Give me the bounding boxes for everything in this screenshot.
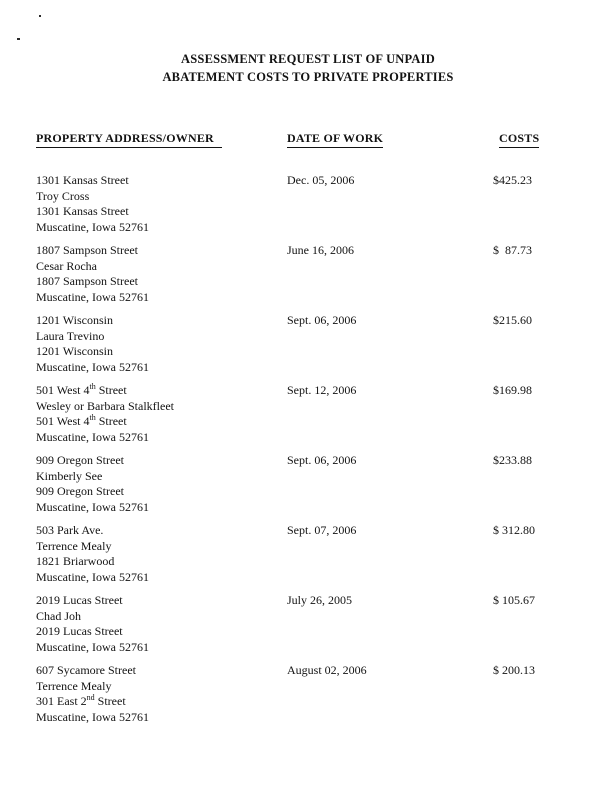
property-address-owner [36,523,287,586]
table-row [36,523,582,586]
table-row [36,383,582,446]
address-line: Kimberly See [36,468,103,483]
date-of-work: Sept. 06, 2006 [287,313,357,327]
column-header-date-cell [287,129,490,148]
document-title [0,51,616,86]
table-body [36,173,582,726]
cost-amount: $ 87.73 [493,243,532,257]
assessment-table [36,129,582,733]
address-line: Muscatine, Iowa 52761 [36,570,149,585]
scan-artifact-dot [39,15,41,17]
date-of-work: Sept. 12, 2006 [287,383,357,397]
address-line: Muscatine, Iowa 52761 [36,430,149,445]
cost-amount: $ 200.13 [493,663,535,677]
date-of-work: June 16, 2006 [287,243,354,257]
column-header-date: DATE OF WORK [287,129,383,148]
address-line: 607 Sycamore Street [36,663,136,677]
table-header-row [36,129,582,148]
address-line: Muscatine, Iowa 52761 [36,220,149,235]
address-line: 1201 Wisconsin [36,344,113,359]
address-line: Muscatine, Iowa 52761 [36,710,149,725]
date-of-work: August 02, 2006 [287,663,367,677]
column-header-property-cell [36,129,287,148]
property-address-owner [36,663,287,726]
property-address-owner [36,383,287,446]
property-address-owner [36,243,287,306]
address-line: Terrence Mealy [36,538,112,553]
address-line: 2019 Lucas Street [36,593,123,607]
address-line: 2019 Lucas Street [36,624,123,639]
address-line: 301 East 2nd Street [36,693,126,709]
date-of-work: Dec. 05, 2006 [287,173,355,187]
address-line: 501 West 4th Street [36,382,127,397]
address-line: Muscatine, Iowa 52761 [36,500,149,515]
cost-amount: $169.98 [493,383,532,397]
address-line: 1821 Briarwood [36,554,115,569]
address-line: 1201 Wisconsin [36,313,113,327]
table-row [36,313,582,376]
address-line: Muscatine, Iowa 52761 [36,640,149,655]
table-row [36,593,582,656]
cost-amount: $ 105.67 [493,593,535,607]
address-line: 909 Oregon Street [36,484,124,499]
address-line: Wesley or Barbara Stalkfleet [36,398,174,413]
cost-amount: $425.23 [493,173,532,187]
address-line: 1301 Kansas Street [36,204,129,219]
address-line: 1807 Sampson Street [36,274,138,289]
column-header-costs-cell [490,129,582,148]
address-line: Laura Trevino [36,328,105,343]
cost-amount: $215.60 [493,313,532,327]
title-line-2: ABATEMENT COSTS TO PRIVATE PROPERTIES [162,69,454,84]
address-line: Terrence Mealy [36,678,112,693]
scan-artifact-dot [17,38,20,40]
address-line: Troy Cross [36,188,90,203]
date-of-work: Sept. 06, 2006 [287,453,357,467]
property-address-owner [36,593,287,656]
address-line: 909 Oregon Street [36,453,124,467]
property-address-owner [36,313,287,376]
address-line: 1807 Sampson Street [36,243,138,257]
property-address-owner [36,453,287,516]
address-line: Chad Joh [36,608,81,623]
address-line: 501 West 4th Street [36,413,127,429]
column-header-costs: COSTS [499,129,539,148]
date-of-work: Sept. 07, 2006 [287,523,357,537]
column-header-property: PROPERTY ADDRESS/OWNER [36,129,222,148]
date-of-work: July 26, 2005 [287,593,353,607]
table-row [36,243,582,306]
table-row [36,173,582,236]
table-row [36,663,582,726]
ordinal-superscript: th [89,382,96,391]
address-line: Muscatine, Iowa 52761 [36,290,149,305]
table-row [36,453,582,516]
cost-amount: $233.88 [493,453,532,467]
title-line-1: ASSESSMENT REQUEST LIST OF UNPAID [181,52,435,66]
address-line: Muscatine, Iowa 52761 [36,360,149,375]
address-line: Cesar Rocha [36,258,97,273]
address-line: 1301 Kansas Street [36,173,129,187]
ordinal-superscript: th [89,413,96,423]
cost-amount: $ 312.80 [493,523,535,537]
ordinal-superscript: nd [86,693,95,703]
property-address-owner [36,173,287,236]
address-line: 503 Park Ave. [36,523,104,537]
